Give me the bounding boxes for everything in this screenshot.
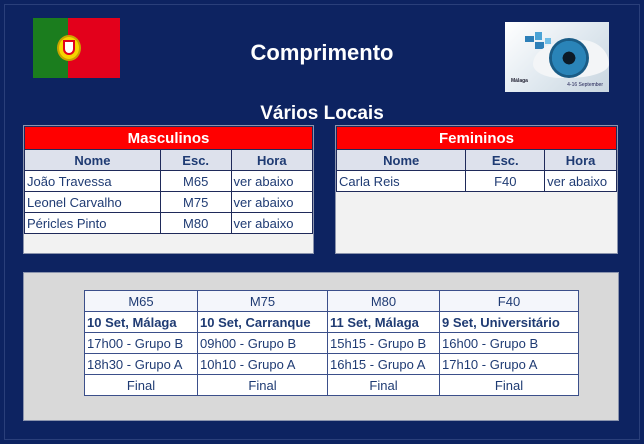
schedule-time: 10h10 - Grupo A [198, 354, 328, 375]
column-header-nome: Nome [337, 150, 466, 171]
athlete-category: M80 [160, 213, 231, 234]
logo-dates: 4-16 September [567, 82, 603, 88]
athlete-name: Leonel Carvalho [25, 192, 161, 213]
athlete-name: João Travessa [25, 171, 161, 192]
column-header-hora: Hora [231, 150, 312, 171]
schedule-time: 18h30 - Grupo A [85, 354, 198, 375]
column-header-hora: Hora [545, 150, 617, 171]
masculinos-heading: Masculinos [25, 127, 313, 150]
schedule-time: 15h15 - Grupo B [328, 333, 440, 354]
schedule-time: 17h00 - Grupo B [85, 333, 198, 354]
schedule-date: 9 Set, Universitário [440, 312, 579, 333]
column-header-nome: Nome [25, 150, 161, 171]
table-row [337, 171, 617, 192]
schedule-category: F40 [440, 291, 579, 312]
masculinos-panel [23, 125, 314, 254]
schedule-time: 16h15 - Grupo A [328, 354, 440, 375]
femininos-heading: Femininos [337, 127, 617, 150]
athlete-category: M65 [160, 171, 231, 192]
athlete-time: ver abaixo [231, 192, 312, 213]
femininos-panel [335, 125, 618, 254]
column-header-esc: Esc. [160, 150, 231, 171]
schedule-category: M65 [85, 291, 198, 312]
schedule-category: M75 [198, 291, 328, 312]
schedule-date: 10 Set, Málaga [85, 312, 198, 333]
page-subtitle: Vários Locais [260, 103, 384, 124]
schedule-table [84, 290, 579, 396]
schedule-category-row [85, 291, 579, 312]
schedule-date-row [85, 312, 579, 333]
schedule-time: 16h00 - Grupo B [440, 333, 579, 354]
schedule-final: Final [440, 375, 579, 396]
eye-logo-icon: Málaga 4-16 September [505, 22, 609, 92]
athlete-time: ver abaixo [231, 213, 312, 234]
schedule-final: Final [328, 375, 440, 396]
schedule-final: Final [85, 375, 198, 396]
masculinos-table [24, 126, 313, 234]
schedule-heat-a-row [85, 354, 579, 375]
table-row [25, 171, 313, 192]
schedule-time: 09h00 - Grupo B [198, 333, 328, 354]
column-header-esc: Esc. [466, 150, 545, 171]
athlete-time: ver abaixo [231, 171, 312, 192]
table-row [25, 192, 313, 213]
schedule-final: Final [198, 375, 328, 396]
athlete-time: ver abaixo [545, 171, 617, 192]
schedule-date: 10 Set, Carranque [198, 312, 328, 333]
athlete-category: M75 [160, 192, 231, 213]
schedule-date: 11 Set, Málaga [328, 312, 440, 333]
schedule-heat-b-row [85, 333, 579, 354]
athlete-name: Péricles Pinto [25, 213, 161, 234]
femininos-table [336, 126, 617, 192]
page-title: Comprimento [250, 40, 394, 65]
schedule-category: M80 [328, 291, 440, 312]
schedule-time: 17h10 - Grupo A [440, 354, 579, 375]
athlete-name: Carla Reis [337, 171, 466, 192]
athlete-category: F40 [466, 171, 545, 192]
schedule-final-row [85, 375, 579, 396]
table-row [25, 213, 313, 234]
